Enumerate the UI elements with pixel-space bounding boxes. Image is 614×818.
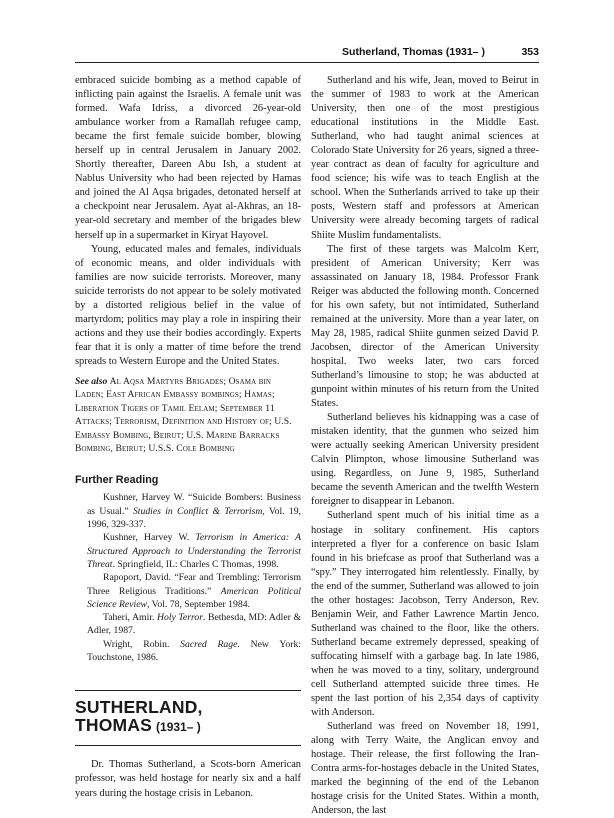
reference-title: Terrorism in America: A Structured Approach to Understanding the Terrorist Threat xyxy=(87,532,301,570)
further-reading-heading: Further Reading xyxy=(75,474,159,487)
reference-details: . New York: Touchstone, 1986. xyxy=(87,638,301,664)
reference-entry xyxy=(75,638,301,665)
reference-author: Kushner, Harvey W. “Suicide Bombers: Business as Usual.” xyxy=(87,492,301,517)
entry-dates: (1931– ) xyxy=(156,720,201,735)
page-header xyxy=(75,42,539,63)
reference-entry xyxy=(75,611,301,638)
entry-title: SUTHERLAND, THOMAS xyxy=(75,697,203,736)
reference-details: . Bethesda, MD: Adler & Adler, 1987. xyxy=(87,612,301,637)
body-paragraph: Sutherland spent much of his initial time as a hostage in solitary confinement. His captors interpreted a flyer for a conference on basic Islam found in his briefcase as proof that Sutherland was a “spy.” They interrogated him relentlessly. Finally, by the end of the summer, Sutherland was allowed to join the other hostages: Jacobson, Terry Anderson, Rev. Benjamin Weir, and Father Lawrence Martin Jenco. Sutherland was chained to the floor, like the others. Sutherland became extremely depressed, speaking of suffocating himself with a garbage bag. In late 1986, when he was moved to a tiny, solitary, underground cell Sutherland attempted suicide three times. He spent the last portion of his 2,354 days of captivity with Anderson. xyxy=(311,510,539,719)
see-also-label: See also xyxy=(75,375,108,387)
body-paragraph: embraced suicide bombing as a method capable of inflicting pain against the Israelis. A female unit was formed. Wafa Idriss, a divorced 26-year-old ambulance worker from a Ramallah refugee camp, became the first female suicide bomber, blowing herself up in central Jerusalem in January 2002. Shortly thereafter, Dareen Abu Ish, a student at Nablus University who had been rejected by Hamas and joined the Al Aqsa brigades, detonated herself at a checkpoint near Jerusalem. Ayat al-Akhras, an 18-year-old secretary and member of the brigades blew herself up in a supermarket in Kiryat Hayovel. xyxy=(75,75,301,241)
body-paragraph: Sutherland and his wife, Jean, moved to Beirut in the summer of 1983 to work at the American University, then one of the most prestigious educational institutions in the Middle East. Sutherland, who had taught animal sciences at Colorado State University for 26 years, signed a three-year contract as dean of faculty for agriculture and food science; his wife was to teach English at the school. When the Sutherlands arrived to take up their posts, Western staff and professors at American University were already becoming targets of radical Shiite Muslim fundamentalists. xyxy=(311,75,539,241)
reference-author: Kushner, Harvey W. xyxy=(103,532,196,544)
see-also-items: Al Aqsa Martyrs Brigades; Osama bin Laden; East African Embassy bombings; Hamas; Liberation Tigers of Tamil Eelam; September 11 Attacks; Terrorism, Definition and History of; U.S. Embassy Bombing, Beirut; U.S. Marine Barracks Bombing, Beirut; U.S.S. Cole Bombing xyxy=(75,375,292,455)
reference-details: , Vol. 19, 1996, 329-337. xyxy=(87,505,301,531)
reference-title: Studies in Conflict & Terrorism xyxy=(132,505,263,517)
running-head: Sutherland, Thomas (1931– ) xyxy=(342,46,485,58)
reference-author: Taheri, Amir. xyxy=(103,612,157,624)
entry-header xyxy=(75,690,301,746)
body-paragraph: Sutherland was freed on November 18, 1991, along with Terry Waite, the Anglican envoy and hostage. Their release, the first following the Iran-Contra arms-for-hostages debacle in the United States, marked the beginning of the end of the Lebanon hostage crisis for the United States. Within a month, Anderson, the last xyxy=(311,721,539,817)
body-paragraph: Young, educated males and females, individuals of economic means, and older individuals with families are now suicide terrorists. Moreover, many suicide terrorists do not appear to be solely motivated by a distorted religious belief in the value of martyrdom; politics may play a role in inspiring their actions and they use their bodies accordingly. Experts fear that it is only a matter of time before the trend spreads to Western Europe and the United States. xyxy=(75,243,301,367)
reference-title: Holy Terror xyxy=(156,612,203,624)
body-paragraph: The first of these targets was Malcolm Kerr, president of American University; Kerr was assassinated on January 18, 1984. Professor Frank Reiger was abducted the following month. Concerned for his own safety, but not intimidated, Sutherland remained at the university. More than a year later, on May 28, 1985, radical Shiite gunmen seized David P. Jacobsen, director of the American University hospital. Two weeks later, two cars forced Sutherland’s limousine to stop; he was abducted at gunpoint within minutes of his return from the United States. xyxy=(311,243,539,410)
entry-first-paragraph: Dr. Thomas Sutherland, a Scots-born American professor, was held hostage for nearly six and a half years during the hostage crisis in Lebanon. xyxy=(75,759,301,799)
reference-entry xyxy=(75,571,301,611)
reference-author: Wright, Robin. xyxy=(103,638,181,650)
reference-entry xyxy=(75,531,301,571)
reference-author: Rapoport, David. “Fear and Trembling: Terrorism Three Religious Traditions.” xyxy=(87,572,301,597)
right-column xyxy=(311,74,539,818)
reference-details: , Vol. 78, September 1984. xyxy=(146,598,250,610)
see-also-block xyxy=(75,375,301,455)
reference-title: American Political Science Review xyxy=(87,585,302,610)
page-number: 353 xyxy=(521,46,539,58)
reference-title: Sacred Rage xyxy=(180,638,238,650)
left-column xyxy=(75,74,301,801)
entry-divider xyxy=(75,745,301,746)
body-paragraph: Sutherland believes his kidnapping was a case of mistaken identity, that the gunmen who seized him were actually seeking American University president Calvin Plimpton, whose limousine Sutherland was using. Regardless, on June 9, 1985, Sutherland became the seventh American and the twelfth Western foreigner to disappear in Lebanon. xyxy=(311,412,539,508)
reference-entry xyxy=(75,491,301,531)
reference-details: . Springfield, IL: Charles C Thomas, 1998. xyxy=(112,558,279,570)
